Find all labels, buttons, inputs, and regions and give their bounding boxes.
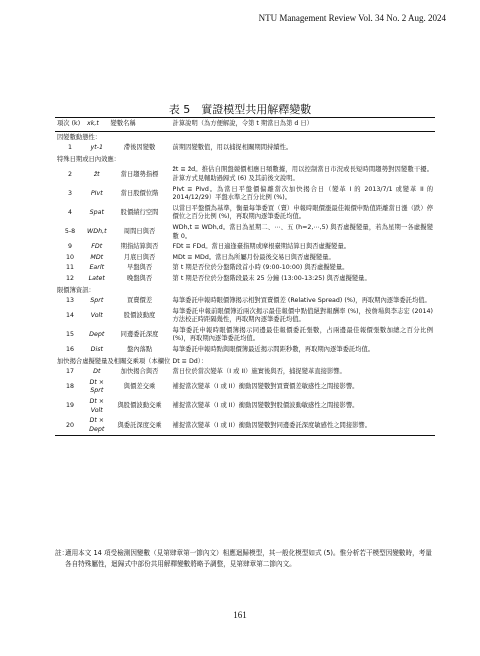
cell-description: žt ≡ žd。推估自開盤競價相應日頻數據，用以控制當日市況或長短時間趨勢對因變數干擾。計算方式見輔助過歸式 (6) 及其前後文說明。 (172, 166, 433, 182)
cell-symbol: Dt × Dept (85, 416, 109, 436)
section-label: 特殊日期或日內效應： (57, 155, 120, 163)
table-row (55, 296, 435, 307)
cell-symbol: Sprt (90, 297, 104, 305)
cell-name: 滯後因變數 (123, 144, 156, 152)
cell-k: 19 (65, 402, 74, 410)
cell-symbol: WDh,t (87, 228, 107, 236)
cell-name: 加快揭合與否 (120, 368, 159, 376)
cell-k: 10 (65, 253, 74, 261)
cell-description: 第 t 期是否位於分盤階段首小時 (9:00-10:00) 與否虛擬變量。 (172, 264, 349, 272)
cell-k: 12 (65, 274, 74, 282)
cell-name: 與委託深度交乘 (109, 416, 171, 436)
cell-symbol: Dt (93, 368, 101, 376)
table-row (55, 204, 435, 223)
cell-k: 3 (67, 189, 72, 197)
table-header-row (55, 118, 435, 132)
cell-description: 第 t 期是否位於分盤階段最末 25 分鐘 (13:00-13:25) 與否虛擬變量。 (172, 274, 371, 282)
table-section-row (55, 154, 435, 166)
table-section-row (55, 131, 435, 143)
table-section-row (55, 356, 435, 368)
table-note (55, 548, 435, 570)
table-body (55, 131, 435, 436)
cell-k: 15 (65, 331, 74, 339)
table-row (55, 253, 435, 264)
cell-description: 補捉當次變革（I 或 II）衝動因變數對同邊委託深度敏感性之間接影響。 (171, 416, 435, 436)
cell-symbol: MDt (90, 253, 104, 261)
cell-description: PIvt ≡ PIvd。為當日平盤價偏離當次加快揭合日（變革 I 的 2013/7/1 或變革 II 的 2014/12/29）平盤水準之百分比例 (%)。 (172, 185, 433, 202)
cell-symbol: Dt × Volt (89, 398, 105, 414)
cell-name: 期指結算與否 (120, 243, 159, 251)
cell-k: 14 (65, 311, 74, 319)
cell-symbol: FDt (91, 243, 103, 251)
cell-symbol: yt-1 (90, 144, 104, 152)
table-row (55, 165, 435, 184)
cell-description: 補捉當次變革（I 或 II）衝動因變數對買賣價差敏感性之間接影響。 (172, 383, 359, 391)
cell-k: 4 (67, 209, 72, 217)
cell-k: 2 (67, 170, 72, 178)
cell-symbol: Latet (88, 274, 105, 282)
cell-k: 11 (65, 264, 74, 272)
cell-description: FDt ≡ FDd。當日適逢臺指期或摩根臺期結算日與否虛擬變量。 (172, 243, 351, 251)
note-label: 註： (55, 549, 69, 557)
table-title: 表 5 實證模型共用解釋變數 (168, 103, 312, 116)
table-row (55, 416, 435, 436)
cell-symbol: žt (93, 170, 100, 178)
page-number: 161 (233, 610, 247, 620)
cell-name: 股價績行空間 (120, 209, 159, 217)
cell-k: 1 (67, 144, 72, 152)
cell-name: 盤內落點 (126, 346, 153, 354)
cell-k: 20 (55, 416, 85, 436)
cell-name: 與股價波動交乘 (117, 402, 162, 410)
cell-description: 每筆委託申報時眼價簿揭示同邊最佳報價委託張數，占兩邊最佳報價張數加總之百分比例 (%)，再取期內逐筆委託均值。 (172, 326, 433, 343)
cell-name: 當日趨勢指標 (120, 170, 159, 178)
table-row (55, 242, 435, 253)
cell-name: 同邊委託深度 (120, 331, 159, 339)
running-head: NTU Management Review Vol. 34 No. 2 Aug. 2024 (258, 13, 446, 23)
cell-symbol: Earlt (89, 264, 105, 272)
note-text: 適用本文 14 項受檢測因變數（見第肆章第一節內文）相應迴歸模型，其一般化模型如式 (5)。惟分析若干模型因變數時，考量各自特殊屬性，迴歸式中部份共用解釋變數將略予調整，見第肆章第二節內文。 (65, 549, 432, 568)
cell-symbol: Volt (90, 311, 103, 319)
cell-description: MDt ≡ MDd。當日為所屬月份最後交易日與否虛擬變量。 (172, 253, 335, 261)
col-header-symbol: xk,t (85, 118, 109, 132)
cell-name: 月底日與否 (123, 253, 156, 261)
cell-symbol: Spat (89, 209, 104, 217)
cell-symbol: Dept (89, 331, 105, 339)
cell-k: 16 (65, 346, 74, 354)
cell-name: 股價波動度 (123, 311, 156, 319)
cell-symbol: Dt × Sprt (89, 378, 105, 395)
section-label: 因變數動態性： (57, 133, 102, 141)
table-row (55, 367, 435, 378)
col-header-description: 計算說明（為方便解說，令第 t 期當日為第 d 日） (171, 118, 435, 132)
section-label: 加快揭合虛擬變量及相關交乘項（本欄位 Dt ≡ Dd）： (57, 357, 208, 365)
cell-k: 13 (65, 297, 74, 305)
variables-table (55, 117, 435, 436)
cell-name: 買賣價差 (126, 297, 153, 305)
cell-k: 5-8 (64, 228, 76, 236)
cell-description: WDh,t ≡ WDh,d。當日為星期二、⋯、五 (h=2,⋯,5) 與否虛擬變量，若為星期一各虛擬變數 0。 (172, 223, 433, 240)
table-row (55, 223, 435, 242)
cell-name: 晚盤與否 (126, 274, 153, 282)
cell-description: 每筆委託申報時點與眼價簿最近揭示間距秒數，再取期內逐筆委託均值。 (172, 346, 375, 354)
table-row (55, 143, 435, 154)
table-row (55, 378, 435, 397)
table-row (55, 185, 435, 204)
table-row (55, 263, 435, 274)
cell-description: 當日位於當次變革（I 或 II）施實後與否，捕捉變革直接影響。 (172, 368, 346, 376)
cell-description: 每筆委託申報時眼價簿揭示相對買賣價差 (Relative Spread) (%)，再取期內逐筆委託均值。 (172, 297, 431, 305)
table-row (55, 307, 435, 326)
cell-k: 18 (65, 383, 74, 391)
cell-name: 早盤與否 (126, 264, 153, 272)
cell-symbol: PIvt (90, 189, 103, 197)
table-section-row (55, 285, 435, 297)
table-row (55, 326, 435, 345)
col-header-name: 變數名稱 (109, 118, 171, 132)
cell-description: 以當日平盤價為基準，衡量每筆委買（賣）申報時眼價漲最佳報價申點值距離當日漲（跌）停價位之百分比例 (%)，再取期內逐筆委託均值。 (172, 204, 433, 221)
table-row (55, 397, 435, 416)
cell-name: 與價差交乘 (123, 383, 156, 391)
cell-k: 9 (67, 243, 72, 251)
cell-k: 17 (65, 368, 74, 376)
section-label: 限價簿資訊： (57, 286, 95, 294)
cell-name: 周間日與否 (123, 228, 156, 236)
table-row (55, 345, 435, 356)
cell-description: 前期因變數值，用以捕捉相關期間持續性。 (172, 144, 293, 152)
cell-symbol: Dist (90, 346, 103, 354)
cell-name: 當日股價位階 (120, 189, 159, 197)
table-row (55, 274, 435, 285)
cell-description: 每筆委託申報前眼價簿近兩次揭示最佳報價中點值絕對報酬率 (%)，按詹場與李志宏 (2014) 方法校正時距隔幾性，再取期內逐筆委託均值。 (172, 307, 433, 324)
col-header-k: 項次 (k) (55, 118, 85, 132)
cell-description: 補捉當次變革（I 或 II）衝動因變數對股價波動敏感性之間接影響。 (172, 402, 359, 410)
